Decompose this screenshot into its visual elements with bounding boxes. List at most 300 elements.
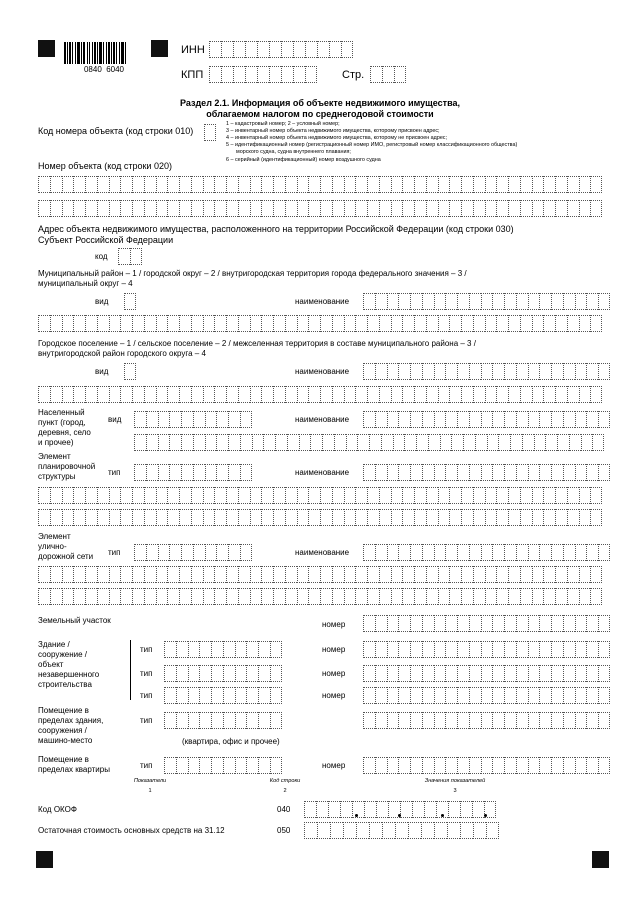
char-cell[interactable]	[176, 687, 188, 704]
char-cell[interactable]	[226, 386, 238, 403]
char-cell[interactable]	[563, 687, 575, 704]
char-cell[interactable]	[246, 712, 258, 729]
char-cell[interactable]	[579, 509, 591, 526]
char-cell[interactable]	[449, 176, 461, 193]
char-cell[interactable]	[273, 588, 285, 605]
char-cell[interactable]	[250, 386, 262, 403]
char-cell[interactable]	[261, 200, 273, 217]
char-cell[interactable]	[308, 386, 320, 403]
premises-type-field[interactable]	[164, 712, 282, 729]
char-cell[interactable]	[120, 509, 132, 526]
char-cell[interactable]	[211, 757, 223, 774]
char-cell[interactable]	[421, 822, 434, 839]
char-cell[interactable]	[567, 176, 579, 193]
char-cell[interactable]	[434, 822, 447, 839]
char-cell[interactable]	[97, 200, 109, 217]
char-cell[interactable]	[130, 248, 142, 265]
char-cell[interactable]	[414, 176, 426, 193]
char-cell[interactable]	[398, 464, 410, 481]
char-cell[interactable]	[539, 293, 551, 310]
char-cell[interactable]	[563, 464, 575, 481]
char-cell[interactable]	[376, 801, 388, 818]
char-cell[interactable]	[216, 464, 228, 481]
char-cell[interactable]	[38, 200, 50, 217]
char-cell[interactable]	[297, 588, 309, 605]
char-cell[interactable]	[492, 464, 504, 481]
char-cell[interactable]	[398, 712, 410, 729]
char-cell[interactable]	[73, 176, 85, 193]
char-cell[interactable]	[269, 66, 281, 83]
char-cell[interactable]	[534, 434, 546, 451]
char-cell[interactable]	[375, 464, 387, 481]
settlement-name-row-2[interactable]	[38, 386, 602, 403]
char-cell[interactable]	[555, 315, 567, 332]
char-cell[interactable]	[575, 665, 587, 682]
char-cell[interactable]	[73, 200, 85, 217]
char-cell[interactable]	[273, 509, 285, 526]
char-cell[interactable]	[269, 41, 281, 58]
char-cell[interactable]	[233, 41, 245, 58]
char-cell[interactable]	[516, 757, 528, 774]
street-name-row-3[interactable]	[38, 588, 602, 605]
char-cell[interactable]	[516, 665, 528, 682]
char-cell[interactable]	[322, 434, 334, 451]
char-cell[interactable]	[485, 200, 497, 217]
char-cell[interactable]	[485, 176, 497, 193]
char-cell[interactable]	[598, 641, 610, 658]
char-cell[interactable]	[528, 712, 540, 729]
char-cell[interactable]	[481, 757, 493, 774]
char-cell[interactable]	[320, 315, 332, 332]
char-cell[interactable]	[528, 615, 540, 632]
char-cell[interactable]	[551, 757, 563, 774]
char-cell[interactable]	[263, 434, 275, 451]
char-cell[interactable]	[344, 315, 356, 332]
char-cell[interactable]	[398, 665, 410, 682]
char-cell[interactable]	[223, 712, 235, 729]
char-cell[interactable]	[250, 176, 262, 193]
char-cell[interactable]	[332, 176, 344, 193]
char-cell[interactable]	[38, 566, 50, 583]
char-cell[interactable]	[355, 566, 367, 583]
char-cell[interactable]	[120, 315, 132, 332]
char-cell[interactable]	[214, 588, 226, 605]
char-cell[interactable]	[176, 712, 188, 729]
char-cell[interactable]	[449, 588, 461, 605]
char-cell[interactable]	[176, 757, 188, 774]
char-cell[interactable]	[226, 588, 238, 605]
char-cell[interactable]	[567, 566, 579, 583]
char-cell[interactable]	[379, 588, 391, 605]
char-cell[interactable]	[575, 411, 587, 428]
char-cell[interactable]	[181, 434, 193, 451]
subject-code-field[interactable]	[118, 248, 142, 265]
char-cell[interactable]	[203, 487, 215, 504]
char-cell[interactable]	[402, 200, 414, 217]
char-cell[interactable]	[590, 386, 602, 403]
char-cell[interactable]	[410, 293, 422, 310]
char-cell[interactable]	[109, 386, 121, 403]
char-cell[interactable]	[426, 566, 438, 583]
char-cell[interactable]	[214, 200, 226, 217]
char-cell[interactable]	[422, 544, 434, 561]
char-cell[interactable]	[50, 509, 62, 526]
char-cell[interactable]	[250, 200, 262, 217]
char-cell[interactable]	[85, 386, 97, 403]
char-cell[interactable]	[144, 487, 156, 504]
char-cell[interactable]	[235, 757, 247, 774]
char-cell[interactable]	[375, 757, 387, 774]
char-cell[interactable]	[434, 615, 446, 632]
char-cell[interactable]	[188, 712, 200, 729]
char-cell[interactable]	[258, 757, 270, 774]
char-cell[interactable]	[528, 411, 540, 428]
char-cell[interactable]	[520, 487, 532, 504]
char-cell[interactable]	[293, 66, 305, 83]
char-cell[interactable]	[457, 411, 469, 428]
char-cell[interactable]	[167, 315, 179, 332]
char-cell[interactable]	[120, 487, 132, 504]
char-cell[interactable]	[344, 487, 356, 504]
char-cell[interactable]	[375, 641, 387, 658]
char-cell[interactable]	[97, 386, 109, 403]
char-cell[interactable]	[404, 434, 416, 451]
char-cell[interactable]	[344, 200, 356, 217]
char-cell[interactable]	[38, 176, 50, 193]
char-cell[interactable]	[422, 293, 434, 310]
char-cell[interactable]	[510, 434, 522, 451]
char-cell[interactable]	[579, 176, 591, 193]
char-cell[interactable]	[516, 712, 528, 729]
char-cell[interactable]	[273, 176, 285, 193]
char-cell[interactable]	[235, 665, 247, 682]
char-cell[interactable]	[410, 757, 422, 774]
char-cell[interactable]	[410, 712, 422, 729]
char-cell[interactable]	[543, 386, 555, 403]
char-cell[interactable]	[528, 687, 540, 704]
char-cell[interactable]	[132, 386, 144, 403]
char-cell[interactable]	[555, 566, 567, 583]
char-cell[interactable]	[156, 176, 168, 193]
char-cell[interactable]	[109, 509, 121, 526]
char-cell[interactable]	[569, 434, 581, 451]
char-cell[interactable]	[226, 176, 238, 193]
char-cell[interactable]	[181, 544, 193, 561]
char-cell[interactable]	[375, 293, 387, 310]
char-cell[interactable]	[62, 315, 74, 332]
char-cell[interactable]	[238, 487, 250, 504]
char-cell[interactable]	[598, 464, 610, 481]
char-cell[interactable]	[144, 588, 156, 605]
char-cell[interactable]	[167, 588, 179, 605]
char-cell[interactable]	[434, 665, 446, 682]
char-cell[interactable]	[85, 487, 97, 504]
char-cell[interactable]	[598, 544, 610, 561]
char-cell[interactable]	[543, 566, 555, 583]
char-cell[interactable]	[144, 200, 156, 217]
char-cell[interactable]	[508, 588, 520, 605]
char-cell[interactable]	[340, 801, 352, 818]
char-cell[interactable]	[367, 588, 379, 605]
char-cell[interactable]	[539, 544, 551, 561]
locality-kind-field[interactable]	[134, 411, 252, 428]
building-number-field-1[interactable]	[363, 641, 610, 658]
char-cell[interactable]	[551, 687, 563, 704]
char-cell[interactable]	[62, 487, 74, 504]
char-cell[interactable]	[50, 315, 62, 332]
char-cell[interactable]	[226, 566, 238, 583]
char-cell[interactable]	[410, 665, 422, 682]
char-cell[interactable]	[38, 487, 50, 504]
planning-type-field[interactable]	[134, 464, 252, 481]
char-cell[interactable]	[332, 200, 344, 217]
char-cell[interactable]	[146, 544, 158, 561]
char-cell[interactable]	[176, 665, 188, 682]
char-cell[interactable]	[422, 411, 434, 428]
char-cell[interactable]	[124, 293, 136, 310]
char-cell[interactable]	[199, 712, 211, 729]
char-cell[interactable]	[567, 487, 579, 504]
char-cell[interactable]	[97, 487, 109, 504]
char-cell[interactable]	[293, 41, 305, 58]
char-cell[interactable]	[363, 757, 375, 774]
char-cell[interactable]	[146, 434, 158, 451]
char-cell[interactable]	[235, 712, 247, 729]
char-cell[interactable]	[391, 315, 403, 332]
char-cell[interactable]	[473, 487, 485, 504]
char-cell[interactable]	[226, 200, 238, 217]
char-cell[interactable]	[216, 434, 228, 451]
char-cell[interactable]	[579, 566, 591, 583]
char-cell[interactable]	[120, 386, 132, 403]
char-cell[interactable]	[379, 509, 391, 526]
char-cell[interactable]	[179, 315, 191, 332]
char-cell[interactable]	[167, 386, 179, 403]
char-cell[interactable]	[214, 487, 226, 504]
char-cell[interactable]	[592, 434, 604, 451]
char-cell[interactable]	[563, 293, 575, 310]
char-cell[interactable]	[398, 615, 410, 632]
char-cell[interactable]	[109, 200, 121, 217]
char-cell[interactable]	[285, 386, 297, 403]
char-cell[interactable]	[344, 566, 356, 583]
char-cell[interactable]	[445, 665, 457, 682]
char-cell[interactable]	[481, 687, 493, 704]
char-cell[interactable]	[308, 588, 320, 605]
char-cell[interactable]	[422, 665, 434, 682]
char-cell[interactable]	[532, 200, 544, 217]
char-cell[interactable]	[391, 487, 403, 504]
char-cell[interactable]	[551, 411, 563, 428]
premises-number-field[interactable]	[363, 712, 610, 729]
char-cell[interactable]	[158, 464, 170, 481]
char-cell[interactable]	[434, 712, 446, 729]
char-cell[interactable]	[528, 464, 540, 481]
municipal-name-row-2[interactable]	[38, 315, 602, 332]
char-cell[interactable]	[193, 544, 205, 561]
char-cell[interactable]	[551, 464, 563, 481]
char-cell[interactable]	[329, 41, 341, 58]
char-cell[interactable]	[563, 544, 575, 561]
char-cell[interactable]	[532, 566, 544, 583]
char-cell[interactable]	[434, 544, 446, 561]
char-cell[interactable]	[258, 665, 270, 682]
char-cell[interactable]	[387, 363, 399, 380]
char-cell[interactable]	[408, 822, 421, 839]
char-cell[interactable]	[273, 315, 285, 332]
char-cell[interactable]	[438, 176, 450, 193]
char-cell[interactable]	[211, 687, 223, 704]
char-cell[interactable]	[273, 200, 285, 217]
char-cell[interactable]	[221, 66, 233, 83]
char-cell[interactable]	[387, 615, 399, 632]
char-cell[interactable]	[440, 434, 452, 451]
char-cell[interactable]	[508, 487, 520, 504]
char-cell[interactable]	[299, 434, 311, 451]
char-cell[interactable]	[273, 487, 285, 504]
char-cell[interactable]	[508, 200, 520, 217]
char-cell[interactable]	[485, 566, 497, 583]
char-cell[interactable]	[416, 434, 428, 451]
char-cell[interactable]	[258, 641, 270, 658]
apartment-number-field[interactable]	[363, 757, 610, 774]
char-cell[interactable]	[492, 757, 504, 774]
char-cell[interactable]	[228, 434, 240, 451]
char-cell[interactable]	[508, 176, 520, 193]
char-cell[interactable]	[228, 411, 240, 428]
char-cell[interactable]	[402, 487, 414, 504]
char-cell[interactable]	[590, 487, 602, 504]
char-cell[interactable]	[228, 464, 240, 481]
char-cell[interactable]	[246, 641, 258, 658]
char-cell[interactable]	[508, 386, 520, 403]
char-cell[interactable]	[203, 588, 215, 605]
char-cell[interactable]	[391, 509, 403, 526]
char-cell[interactable]	[343, 822, 356, 839]
char-cell[interactable]	[449, 315, 461, 332]
char-cell[interactable]	[238, 200, 250, 217]
char-cell[interactable]	[320, 386, 332, 403]
char-cell[interactable]	[109, 315, 121, 332]
char-cell[interactable]	[422, 712, 434, 729]
char-cell[interactable]	[316, 801, 328, 818]
char-cell[interactable]	[400, 801, 412, 818]
object-number-row-1[interactable]	[38, 176, 602, 193]
char-cell[interactable]	[504, 757, 516, 774]
char-cell[interactable]	[398, 544, 410, 561]
char-cell[interactable]	[387, 464, 399, 481]
char-cell[interactable]	[473, 509, 485, 526]
char-cell[interactable]	[379, 487, 391, 504]
char-cell[interactable]	[461, 200, 473, 217]
char-cell[interactable]	[504, 641, 516, 658]
char-cell[interactable]	[364, 801, 376, 818]
char-cell[interactable]	[144, 566, 156, 583]
char-cell[interactable]	[438, 588, 450, 605]
char-cell[interactable]	[391, 386, 403, 403]
char-cell[interactable]	[332, 487, 344, 504]
char-cell[interactable]	[367, 487, 379, 504]
char-cell[interactable]	[164, 712, 176, 729]
char-cell[interactable]	[590, 588, 602, 605]
char-cell[interactable]	[422, 687, 434, 704]
char-cell[interactable]	[205, 411, 217, 428]
char-cell[interactable]	[120, 176, 132, 193]
char-cell[interactable]	[73, 315, 85, 332]
char-cell[interactable]	[563, 411, 575, 428]
char-cell[interactable]	[543, 487, 555, 504]
char-cell[interactable]	[551, 712, 563, 729]
char-cell[interactable]	[504, 665, 516, 682]
char-cell[interactable]	[567, 315, 579, 332]
char-cell[interactable]	[387, 641, 399, 658]
char-cell[interactable]	[169, 411, 181, 428]
char-cell[interactable]	[492, 363, 504, 380]
char-cell[interactable]	[451, 434, 463, 451]
char-cell[interactable]	[216, 544, 228, 561]
char-cell[interactable]	[109, 176, 121, 193]
char-cell[interactable]	[532, 386, 544, 403]
char-cell[interactable]	[472, 801, 484, 818]
char-cell[interactable]	[508, 566, 520, 583]
char-cell[interactable]	[528, 757, 540, 774]
char-cell[interactable]	[567, 509, 579, 526]
char-cell[interactable]	[169, 544, 181, 561]
char-cell[interactable]	[516, 411, 528, 428]
char-cell[interactable]	[545, 434, 557, 451]
char-cell[interactable]	[496, 386, 508, 403]
char-cell[interactable]	[586, 712, 598, 729]
char-cell[interactable]	[586, 293, 598, 310]
char-cell[interactable]	[504, 544, 516, 561]
char-cell[interactable]	[240, 434, 252, 451]
char-cell[interactable]	[379, 200, 391, 217]
char-cell[interactable]	[367, 566, 379, 583]
char-cell[interactable]	[422, 464, 434, 481]
char-cell[interactable]	[469, 712, 481, 729]
char-cell[interactable]	[414, 509, 426, 526]
char-cell[interactable]	[579, 487, 591, 504]
char-cell[interactable]	[496, 176, 508, 193]
char-cell[interactable]	[461, 509, 473, 526]
building-number-field-2[interactable]	[363, 665, 610, 682]
char-cell[interactable]	[332, 315, 344, 332]
char-cell[interactable]	[460, 822, 473, 839]
char-cell[interactable]	[346, 434, 358, 451]
char-cell[interactable]	[214, 315, 226, 332]
char-cell[interactable]	[363, 641, 375, 658]
char-cell[interactable]	[387, 544, 399, 561]
char-cell[interactable]	[469, 641, 481, 658]
char-cell[interactable]	[367, 315, 379, 332]
char-cell[interactable]	[367, 200, 379, 217]
char-cell[interactable]	[132, 487, 144, 504]
char-cell[interactable]	[567, 386, 579, 403]
char-cell[interactable]	[391, 176, 403, 193]
char-cell[interactable]	[598, 615, 610, 632]
char-cell[interactable]	[132, 588, 144, 605]
char-cell[interactable]	[85, 509, 97, 526]
char-cell[interactable]	[240, 411, 252, 428]
settlement-name-row-1[interactable]	[363, 363, 610, 380]
char-cell[interactable]	[214, 566, 226, 583]
char-cell[interactable]	[391, 566, 403, 583]
char-cell[interactable]	[586, 544, 598, 561]
char-cell[interactable]	[132, 566, 144, 583]
char-cell[interactable]	[449, 487, 461, 504]
char-cell[interactable]	[156, 509, 168, 526]
char-cell[interactable]	[226, 315, 238, 332]
